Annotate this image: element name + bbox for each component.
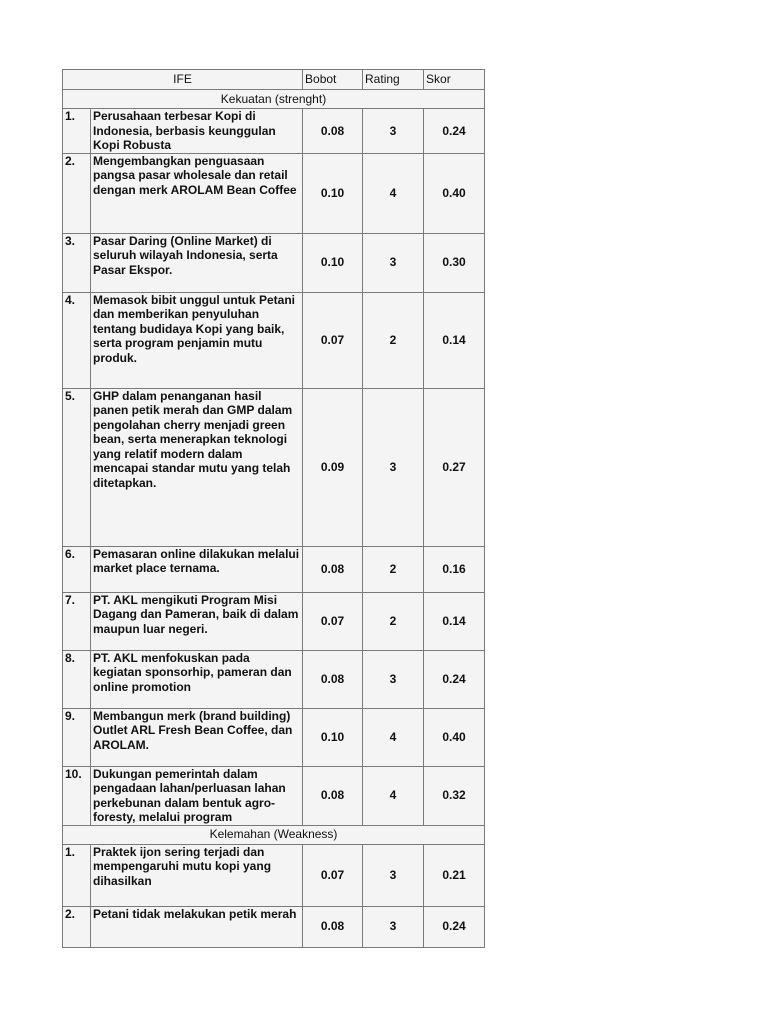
header-ife: IFE xyxy=(63,70,303,90)
weakness-description: Petani tidak melakukan petik merah xyxy=(91,906,303,947)
strength-row xyxy=(63,650,485,708)
strength-description: Mengembangkan penguasaan pangsa pasar wholesale dan retail dengan merk AROLAM Bean Coffee xyxy=(91,153,303,233)
strength-number: 4. xyxy=(63,292,91,388)
strength-rating: 3 xyxy=(363,388,424,546)
strength-rating: 2 xyxy=(363,546,424,592)
strength-number: 1. xyxy=(63,109,91,154)
strength-rating: 3 xyxy=(363,109,424,154)
header-skor: Skor xyxy=(424,70,485,90)
table-body xyxy=(63,90,485,948)
strength-number: 10. xyxy=(63,766,91,825)
strength-skor: 0.24 xyxy=(424,650,485,708)
weakness-row xyxy=(63,844,485,906)
strength-bobot: 0.07 xyxy=(303,292,363,388)
weakness-bobot: 0.08 xyxy=(303,906,363,947)
strength-bobot: 0.08 xyxy=(303,650,363,708)
strength-row xyxy=(63,153,485,233)
strength-rating: 3 xyxy=(363,650,424,708)
weakness-bobot: 0.07 xyxy=(303,844,363,906)
strength-description: PT. AKL mengikuti Program Misi Dagang dan Pameran, baik di dalam maupun luar negeri. xyxy=(91,592,303,650)
strength-skor: 0.30 xyxy=(424,233,485,292)
strength-bobot: 0.09 xyxy=(303,388,363,546)
strength-row xyxy=(63,388,485,546)
section-weaknesses-title: Kelemahan (Weakness) xyxy=(63,825,485,844)
ife-table xyxy=(62,69,485,948)
strength-description: Pemasaran online dilakukan melalui market place ternama. xyxy=(91,546,303,592)
strength-bobot: 0.10 xyxy=(303,708,363,766)
strength-rating: 4 xyxy=(363,708,424,766)
weakness-number: 2. xyxy=(63,906,91,947)
strength-bobot: 0.07 xyxy=(303,592,363,650)
strength-row xyxy=(63,546,485,592)
weakness-rating: 3 xyxy=(363,906,424,947)
strength-skor: 0.40 xyxy=(424,153,485,233)
strength-row xyxy=(63,109,485,154)
strength-skor: 0.24 xyxy=(424,109,485,154)
weakness-row xyxy=(63,906,485,947)
strength-rating: 3 xyxy=(363,233,424,292)
strength-description: Dukungan pemerintah dalam pengadaan lahan/perluasan lahan perkebunan dalam bentuk agro-foresty, melalui program xyxy=(91,766,303,825)
strength-skor: 0.14 xyxy=(424,592,485,650)
strength-bobot: 0.10 xyxy=(303,233,363,292)
header-bobot: Bobot xyxy=(303,70,363,90)
strength-bobot: 0.08 xyxy=(303,546,363,592)
strength-number: 5. xyxy=(63,388,91,546)
strength-number: 6. xyxy=(63,546,91,592)
strength-number: 2. xyxy=(63,153,91,233)
weakness-skor: 0.21 xyxy=(424,844,485,906)
strength-row xyxy=(63,766,485,825)
strength-skor: 0.40 xyxy=(424,708,485,766)
header-row xyxy=(63,70,485,90)
strength-skor: 0.27 xyxy=(424,388,485,546)
strength-rating: 4 xyxy=(363,153,424,233)
strength-rating: 2 xyxy=(363,592,424,650)
strength-description: Membangun merk (brand building) Outlet ARL Fresh Bean Coffee, dan AROLAM. xyxy=(91,708,303,766)
strength-bobot: 0.08 xyxy=(303,766,363,825)
strength-number: 8. xyxy=(63,650,91,708)
strength-row xyxy=(63,708,485,766)
strength-row xyxy=(63,233,485,292)
strength-description: Pasar Daring (Online Market) di seluruh wilayah Indonesia, serta Pasar Ekspor. xyxy=(91,233,303,292)
strength-rating: 4 xyxy=(363,766,424,825)
strength-skor: 0.16 xyxy=(424,546,485,592)
section-strengths-row xyxy=(63,90,485,109)
strength-description: Memasok bibit unggul untuk Petani dan memberikan penyuluhan tentang budidaya Kopi yang baik, serta program penjamin mutu produk. xyxy=(91,292,303,388)
strength-bobot: 0.10 xyxy=(303,153,363,233)
weakness-description: Praktek ijon sering terjadi dan mempengaruhi mutu kopi yang dihasilkan xyxy=(91,844,303,906)
strength-description: PT. AKL menfokuskan pada kegiatan sponsorhip, pameran dan online promotion xyxy=(91,650,303,708)
strength-number: 7. xyxy=(63,592,91,650)
weakness-skor: 0.24 xyxy=(424,906,485,947)
strength-bobot: 0.08 xyxy=(303,109,363,154)
header-rating: Rating xyxy=(363,70,424,90)
strength-row xyxy=(63,592,485,650)
section-strengths-title: Kekuatan (strenght) xyxy=(63,90,485,109)
weakness-number: 1. xyxy=(63,844,91,906)
section-weaknesses-row xyxy=(63,825,485,844)
strength-row xyxy=(63,292,485,388)
strength-description: GHP dalam penanganan hasil panen petik merah dan GMP dalam pengolahan cherry menjadi green bean, serta menerapkan teknologi yang relatif modern dalam mencapai standar mutu yang telah ditetapkan. xyxy=(91,388,303,546)
strength-rating: 2 xyxy=(363,292,424,388)
strength-skor: 0.32 xyxy=(424,766,485,825)
strength-skor: 0.14 xyxy=(424,292,485,388)
strength-number: 3. xyxy=(63,233,91,292)
ife-matrix-sheet xyxy=(62,69,484,948)
strength-description: Perusahaan terbesar Kopi di Indonesia, berbasis keunggulan Kopi Robusta xyxy=(91,109,303,154)
strength-number: 9. xyxy=(63,708,91,766)
weakness-rating: 3 xyxy=(363,844,424,906)
